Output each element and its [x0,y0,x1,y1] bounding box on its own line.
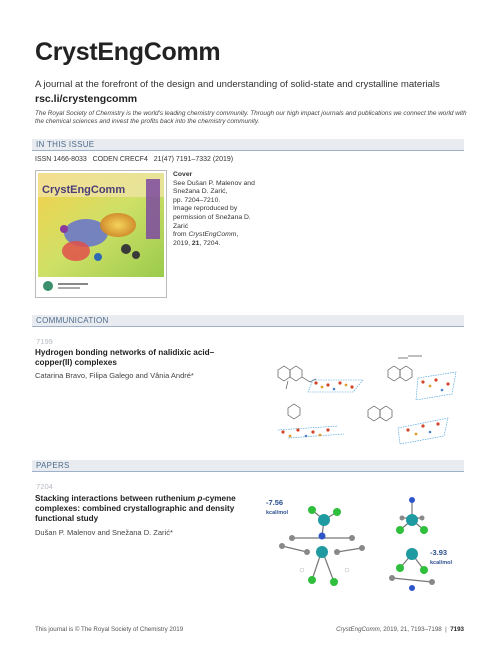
caption-journal: CrystEngComm [188,231,237,239]
communication-title[interactable] [35,348,214,368]
papers-bar [32,460,464,472]
papers-label: PAPERS [36,461,70,470]
page-number: 7193 [450,626,464,633]
cover-title: CrystEngComm [42,184,126,196]
title-line: functional study [35,514,99,523]
title-line [35,494,236,504]
paper-page: 7204 [36,482,53,491]
cover-caption-line: See Dušan P. Malenov and [173,179,255,187]
paper-authors: Dušan P. Malenov and Snežana D. Zarić* [35,528,173,537]
molecular-models-figure [262,490,464,600]
footer-citation-text: , 2019, 21, 7193–7198 [379,626,442,633]
rsc-description: The Royal Society of Chemistry is the world's leading chemistry community. Through our high impact journals and publications we connect the world with the chemical sciences and invest the profits back into the chemistry community. [35,110,467,126]
title-line: complexes: combined crystallographic and density [35,504,235,513]
cover-caption [173,171,263,248]
caption-volume: 21 [191,239,200,247]
issn: ISSN 1466-8033 [35,156,87,163]
footer-separator: | [445,626,447,633]
paper-graphic [262,490,464,600]
title-italic: p [197,494,203,503]
crystal-structures-figure [268,350,464,445]
caption-text: 2019, [173,239,192,247]
cover-image[interactable] [35,170,167,298]
title-line: copper(II) complexes [35,358,117,367]
caption-text: from [173,231,189,239]
in-this-issue-bar [32,139,464,151]
issn-line [35,156,233,163]
communication-page: 7199 [36,337,53,346]
journal-url[interactable]: rsc.li/crystengcomm [35,93,138,105]
communication-authors: Catarina Bravo, Filipa Galego and Vânia André* [35,371,194,380]
journal-title: CrystEngComm [35,38,221,66]
paper-title[interactable] [35,494,236,524]
footer-copyright: This journal is © The Royal Society of Chemistry 2019 [35,626,184,633]
coden: CODEN CRECF4 [92,156,148,163]
volume-info: 21(47) 7191–7332 (2019) [153,156,234,163]
cover-caption-line: Image reproduced by [173,205,238,213]
cover-caption-line: pp. 7204–7210. [173,196,221,204]
footer-journal: CrystEngComm [336,626,380,633]
cover-art [36,171,166,297]
communication-graphic [268,350,464,445]
caption-text: , 7204. [199,239,221,247]
title-text: -cymene [202,494,236,503]
communication-label: COMMUNICATION [36,316,109,325]
energy-value-2: -3.93 [430,548,448,557]
title-line: Hydrogen bonding networks of nalidixic acid– [35,348,215,357]
cover-heading: Cover [173,171,193,178]
energy-unit-1: kcal/mol [266,510,289,516]
footer-citation [336,626,464,633]
energy-unit-2: kcal/mol [430,560,453,566]
in-this-issue-label: IN THIS ISSUE [36,140,95,149]
cover-caption-line [173,231,263,240]
journal-tagline: A journal at the forefront of the design and understanding of solid-state and crystalline materials [35,79,440,90]
cover-caption-line: permission of Snežana D. Zarić [173,213,251,230]
cover-caption-line [173,240,263,249]
energy-value-1: -7.56 [266,498,284,507]
caption-text: , [236,231,239,239]
cover-caption-line: Snežana D. Zarić, [173,188,228,196]
title-text: Stacking interactions between ruthenium [35,494,198,503]
